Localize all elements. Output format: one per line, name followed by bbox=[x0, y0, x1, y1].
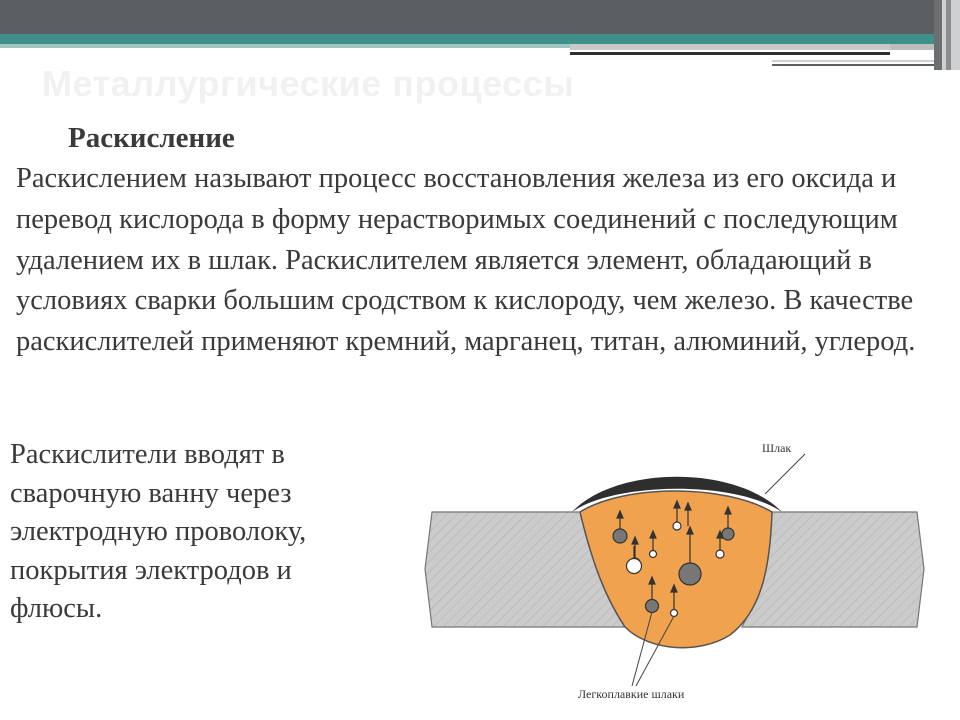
weld-pool-diagram bbox=[420, 432, 940, 720]
header-teal-stripe bbox=[0, 34, 960, 44]
definition-paragraph: Раскислением называют процесс восстановления железа из его оксида и перевод кислорода в форму нерастворимых соединений с последующим удалением их в шлак. Раскислителем является элемент, обладающий в условиях сварки большим сродством к кислороду, чем железо. В качестве раскислителей применяют кремний, марганец, титан, алюминий, углерод. bbox=[16, 163, 916, 358]
section-heading: Раскисление bbox=[68, 122, 235, 154]
header-dark-bar bbox=[0, 0, 960, 34]
fusible-slags-label: Легкоплавкие шлаки bbox=[578, 687, 685, 701]
header-band bbox=[0, 0, 960, 70]
slide-title: Металлургические процессы bbox=[42, 63, 575, 104]
deoxidizer-intro-text: Раскислители вводят в сварочную ванну через электродную проволоку, покрытия электродов и флюсы. bbox=[10, 439, 307, 624]
slag-label: Шлак bbox=[762, 441, 792, 455]
